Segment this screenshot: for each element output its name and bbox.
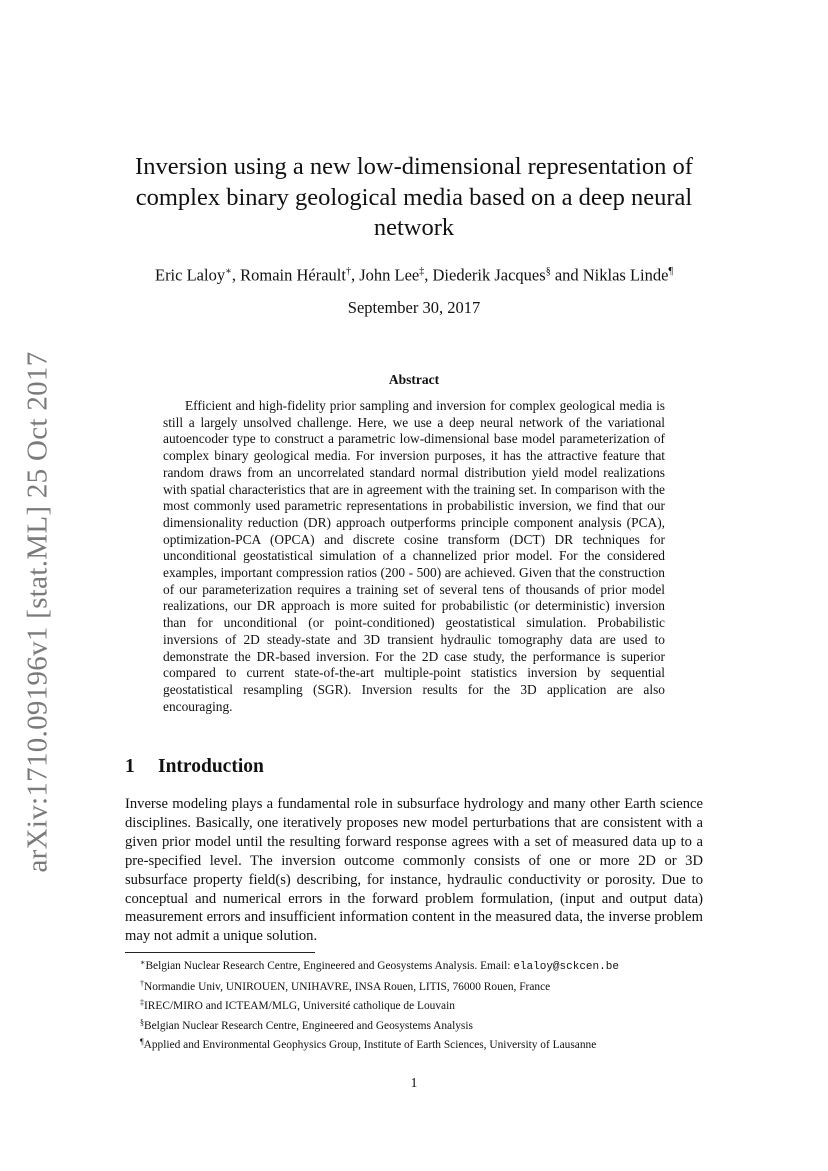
page-number: 1 [410, 1076, 418, 1091]
title-line-3: network [373, 214, 455, 241]
author-name: Diederik Jacques [432, 265, 546, 285]
author-name: Niklas Linde [582, 265, 669, 285]
footnote-divider [125, 952, 315, 953]
footnote [140, 976, 710, 996]
footnote-text: Applied and Environmental Geophysics Group, Institute of Earth Sciences, University of Lausanne [143, 1039, 597, 1052]
publication-date: September 30, 2017 [347, 298, 481, 317]
section-title: Introduction [158, 756, 264, 777]
author-footnote-mark: ¶ [668, 266, 673, 277]
author-footnote-mark: ∗ [225, 266, 232, 277]
footnote-text: IREC/MIRO and ICTEAM/MLG, Université catholique de Louvain [144, 1000, 455, 1013]
author-separator: and [550, 265, 583, 285]
footnote-text: Belgian Nuclear Research Centre, Engineered and Geosystems Analysis [144, 1019, 473, 1032]
section-number: 1 [125, 756, 135, 777]
title-line-2: complex binary geological media based on a deep neural [135, 183, 693, 211]
footnote-mark: † [140, 978, 144, 988]
title-line-1: Inversion using a new low-dimensional representation of [135, 153, 693, 180]
footnote-text: Belgian Nuclear Research Centre, Engineered and Geosystems Analysis. Email: [145, 960, 514, 972]
author-name: Eric Laloy [154, 265, 226, 285]
author-footnote-mark: § [545, 266, 551, 277]
author-name: John Lee [359, 265, 420, 285]
footnote [140, 955, 710, 976]
footnotes [140, 955, 710, 1054]
footnote-mark: ¶ [140, 1037, 144, 1047]
email-link[interactable]: elaloy@sckcen.be [513, 961, 619, 973]
section-heading [125, 756, 264, 778]
author-footnote-mark: † [345, 266, 351, 277]
footnote [140, 995, 710, 1015]
paper-title [100, 152, 728, 244]
arxiv-identifier-text: arXiv:1710.09196v1 [stat.ML] 25 Oct 2017 [21, 351, 54, 873]
footnote-mark: ‡ [140, 998, 144, 1008]
footnote-mark: ∗ [140, 958, 146, 967]
author-separator: , [350, 265, 360, 285]
author-name: Romain Hérault [240, 265, 346, 285]
arxiv-identifier-stamp [20, 351, 56, 873]
footnote [140, 1015, 710, 1035]
author-separator: , [231, 265, 241, 285]
author-list [100, 261, 728, 287]
footnote-text: Normandie Univ, UNIROUEN, UNIHAVRE, INSA Rouen, LITIS, 76000 Rouen, France [144, 980, 551, 993]
author-separator: , [424, 265, 433, 285]
abstract-text: Efficient and high-fidelity prior sampling and inversion for complex geological media is still a largely unsolved challenge. Here, we use a deep neural network of the variational autoencoder type to construct a parametric low-dimensional base model parameterization of complex binary geological media. For inversion purposes, it has the attractive feature that random draws from an uncorrelated standard normal distribution yield model realizations with spatial characteristics that are in agreement with the training set. In comparison with the most commonly used parametric representations in probabilistic inversion, we find that our dimensionality reduction (DR) approach outperforms principle component analysis (PCA), optimization-PCA (OPCA) and discrete cosine transform (DCT) DR techniques for unconditional geostatistical simulation of a channelized prior model. For the considered examples, important compression ratios (200 - 500) are achieved. Given that the construction of our parameterization requires a training set of several tens of thousands of prior model realizations, our DR approach is more suited for probabilistic (or deterministic) inversion than for unconditional (or point-conditioned) geostatistical simulation. Probabilistic inversions of 2D steady-state and 3D transient hydraulic tomography data are used to demonstrate the DR-based inversion. For the 2D case study, the performance is superior compared to current state-of-the-art multiple-point statistics inversion by sequential geostatistical resampling (SGR). Inversion results for the 3D application are also encouraging. [163, 398, 665, 714]
author-footnote-mark: ‡ [419, 266, 425, 277]
footnote-mark: § [140, 1017, 144, 1027]
abstract-heading: Abstract [388, 372, 440, 387]
introduction-text: Inverse modeling plays a fundamental role in subsurface hydrology and many other Earth science disciplines. Basically, one iteratively proposes new model perturbations that are consistent with a given prior model until the resulting forward response agrees with a set of measured data up to a pre-specified level. The inversion outcome commonly consists of one or more 2D or 3D subsurface property field(s) describing, for instance, hydraulic conductivity or porosity. Due to conceptual and numerical errors in the forward problem formulation, (input and output data) measurement errors and insufficient information content in the measured data, the inverse problem may not admit a unique solution. [125, 796, 703, 945]
footnote [140, 1034, 710, 1054]
